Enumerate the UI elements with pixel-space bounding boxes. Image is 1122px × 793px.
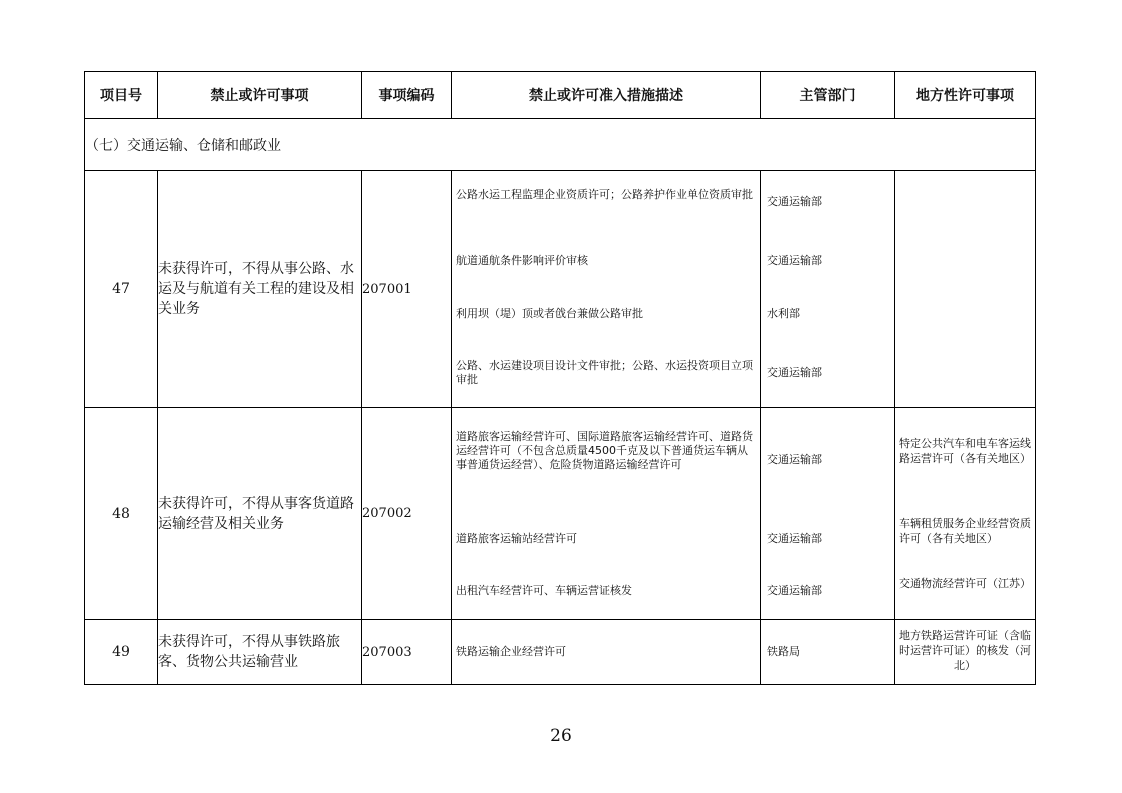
local-permit: 交通物流经营许可（江苏）	[899, 577, 1031, 590]
header-measure-desc: 禁止或许可准入措施描述	[452, 72, 761, 119]
item-code: 207001	[362, 171, 452, 408]
dept-name: 交通运输部	[767, 453, 822, 466]
measure-desc: 出租汽车经营许可、车辆运营证核发	[456, 584, 632, 597]
local-permit: 地方铁路运营许可证（含临时运营许可证）的核发（河北）	[899, 629, 1031, 672]
measure-cell	[452, 408, 761, 620]
header-item-code: 事项编码	[362, 72, 452, 119]
measure-desc: 道路旅客运输经营许可、国际道路旅客运输经营许可、道路货运经营许可（不包含总质量4500千克及以下普通货运车辆从事普通货运经营）、危险货物道路运输经营许可	[456, 430, 753, 471]
local-permit-cell	[895, 171, 1036, 408]
item-id: 49	[85, 620, 158, 685]
dept-name: 交通运输部	[767, 532, 822, 545]
section-title: （七）交通运输、仓储和邮政业	[85, 119, 1036, 171]
local-permit-cell	[895, 620, 1036, 685]
header-local-permit: 地方性许可事项	[895, 72, 1036, 119]
measure-desc: 利用坝（堤）顶或者戗台兼做公路审批	[456, 307, 643, 320]
local-permit: 特定公共汽车和电车客运线路运营许可（各有关地区）	[899, 437, 1031, 465]
measure-desc: 铁路运输企业经营许可	[456, 645, 566, 658]
dept-name: 交通运输部	[767, 584, 822, 597]
dept-name: 交通运输部	[767, 195, 822, 208]
dept-name: 水利部	[767, 307, 800, 320]
item-name: 未获得许可，不得从事客货道路运输经营及相关业务	[158, 408, 362, 620]
header-department: 主管部门	[761, 72, 895, 119]
page-number: 26	[550, 726, 572, 746]
item-id: 47	[85, 171, 158, 408]
table-row	[85, 408, 1036, 620]
dept-cell	[761, 408, 895, 620]
item-id: 48	[85, 408, 158, 620]
header-row	[85, 72, 1036, 119]
section-row	[85, 119, 1036, 171]
permit-table	[84, 71, 1036, 685]
measure-desc: 道路旅客运输站经营许可	[456, 532, 577, 545]
item-code: 207003	[362, 620, 452, 685]
measure-desc: 航道通航条件影响评价审核	[456, 254, 588, 267]
item-name: 未获得许可，不得从事铁路旅客、货物公共运输营业	[158, 620, 362, 685]
local-permit: 车辆租赁服务企业经营资质许可（各有关地区）	[899, 517, 1031, 545]
measure-cell	[452, 620, 761, 685]
dept-cell	[761, 171, 895, 408]
dept-cell	[761, 620, 895, 685]
item-name: 未获得许可，不得从事公路、水运及与航道有关工程的建设及相关业务	[158, 171, 362, 408]
header-item-name: 禁止或许可事项	[158, 72, 362, 119]
local-permit-cell	[895, 408, 1036, 620]
measure-cell	[452, 171, 761, 408]
table-row	[85, 171, 1036, 408]
measure-desc: 公路、水运建设项目设计文件审批；公路、水运投资项目立项审批	[456, 359, 753, 386]
table-row	[85, 620, 1036, 685]
header-item-no: 项目号	[85, 72, 158, 119]
dept-name: 铁路局	[767, 645, 800, 658]
dept-name: 交通运输部	[767, 366, 822, 379]
item-code: 207002	[362, 408, 452, 620]
measure-desc: 公路水运工程监理企业资质许可；公路养护作业单位资质审批	[456, 188, 753, 201]
dept-name: 交通运输部	[767, 254, 822, 267]
